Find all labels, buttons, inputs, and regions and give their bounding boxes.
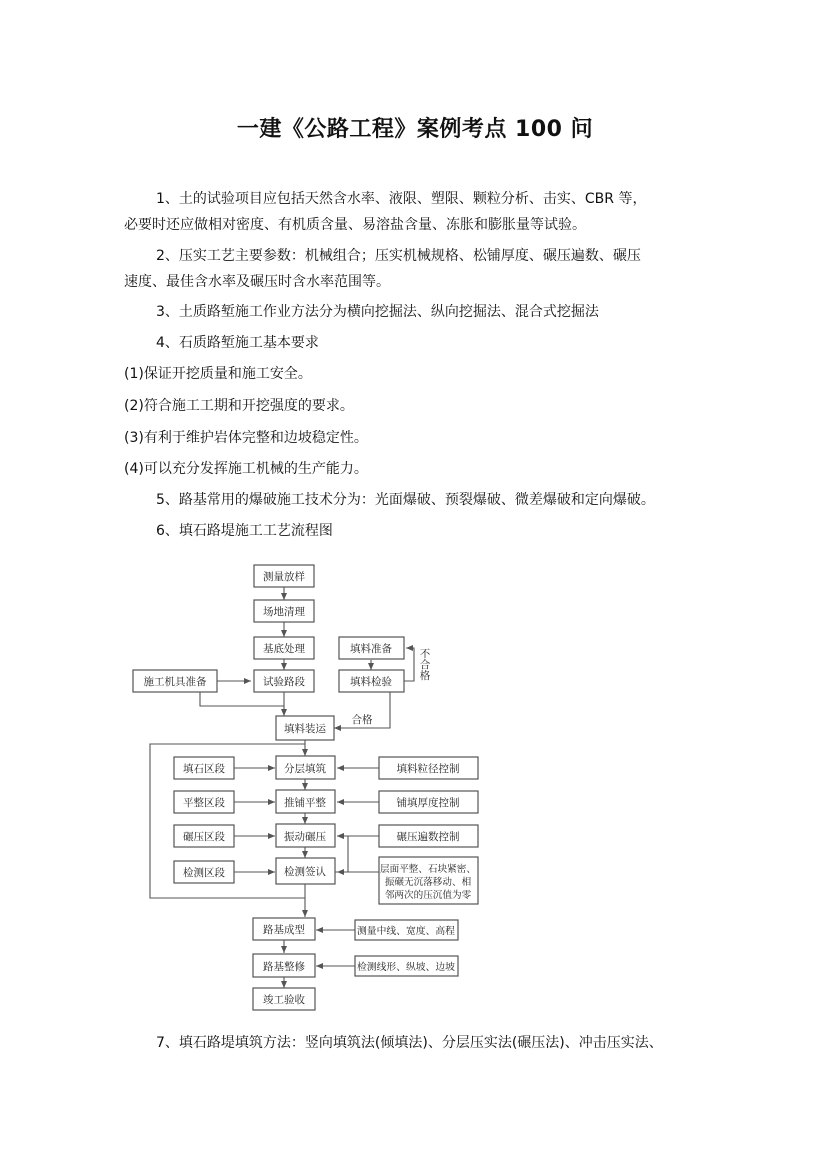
flow-layer-fill-label: 分层填筑 [284, 763, 326, 775]
flow-measure-label: 测量中线、宽度、高程 [357, 926, 455, 937]
flow-fill-prep-label: 填料准备 [350, 643, 392, 655]
flow-base [254, 637, 314, 659]
paragraph-2-line-1: 2、压实工艺主要参数：机械组合；压实机械规格、松铺厚度、碾压遍数、碾压 [156, 248, 641, 264]
flow-vib-roll-label: 振动碾压 [284, 831, 326, 843]
flow-zone-level [174, 791, 234, 813]
flow-criteria-line-2: 振碾无沉落移动、相 [384, 877, 472, 888]
item-6: 6、填石路堤施工工艺流程图 [156, 523, 333, 539]
flow-grain-control-label: 填料粒径控制 [396, 763, 460, 775]
flow-thickness-control [379, 791, 478, 813]
flow-fill-check [339, 670, 404, 692]
flow-criteria-line-1: 层面平整、石块紧密、 [380, 864, 476, 875]
flow-layer-fill [276, 756, 335, 779]
flow-acceptance [253, 988, 315, 1010]
flow-acceptance-label: 竣工验收 [263, 994, 305, 1006]
flow-equipment-label: 施工机具准备 [143, 676, 207, 688]
flow-transport [276, 716, 334, 740]
flow-zone-roll-label: 碾压区段 [183, 831, 225, 843]
flow-fill-prep [339, 637, 404, 659]
item-4-2: (2)符合施工工期和开挖强度的要求。 [124, 398, 354, 414]
page-title: 一建《公路工程》案例考点 100 问 [236, 117, 594, 142]
flow-fill-check-label: 填料检验 [350, 676, 392, 688]
flow-trimming [253, 954, 315, 977]
flow-survey [254, 565, 314, 587]
flow-vib-roll [276, 824, 335, 847]
flow-zone-level-label: 平整区段 [183, 797, 225, 809]
item-3: 3、土质路堑施工作业方法分为横向挖掘法、纵向挖掘法、混合式挖掘法 [156, 304, 599, 320]
item-5: 5、路基常用的爆破施工技术分为：光面爆破、预裂爆破、微差爆破和定向爆破。 [156, 492, 655, 508]
flow-equipment [133, 670, 217, 692]
flow-check-lines-label: 检测线形、纵坡、边坡 [357, 962, 455, 973]
item-4-3: (3)有利于维护岩体完整和边坡稳定性。 [124, 430, 368, 446]
flow-survey-label: 测量放样 [263, 571, 305, 583]
flow-zone-fill [174, 757, 234, 779]
flow-forming [253, 918, 315, 940]
item-7: 7、填石路堤填筑方法：竖向填筑法(倾填法)、分层压实法(碾压法)、冲击压实法、 [156, 1035, 663, 1051]
flow-check-lines [355, 956, 458, 976]
flow-fail-label-1: 不 [419, 648, 431, 660]
flow-measure [355, 920, 458, 940]
paragraph-1-line-2: 必要时还应做相对密度、有机质含量、易溶盐含量、冻胀和膨胀量等试验。 [124, 217, 586, 233]
flow-passes-control-label: 碾压遍数控制 [396, 831, 460, 843]
flow-base-label: 基底处理 [263, 643, 305, 655]
flow-grain-control [379, 757, 478, 779]
flow-criteria-line-3: 邻两次的压沉值为零 [384, 890, 472, 901]
flow-test-section [254, 670, 314, 692]
flow-spread-level [276, 790, 335, 813]
paragraph-1-line-1: 1、土的试验项目应包括天然含水率、液限、塑限、颗粒分析、击实、CBR 等， [156, 191, 647, 207]
flow-inspect-sign-label: 检测签认 [284, 866, 326, 878]
flow-spread-level-label: 推铺平整 [284, 797, 326, 809]
flow-fail-label-3: 格 [419, 670, 431, 682]
item-4-1: (1)保证开挖质量和施工安全。 [124, 366, 312, 382]
item-4: 4、石质路堑施工基本要求 [156, 335, 319, 351]
flow-pass-label: 合格 [351, 714, 373, 726]
flow-zone-inspect-label: 检测区段 [183, 867, 225, 879]
flow-thickness-control-label: 铺填厚度控制 [396, 797, 460, 809]
flow-zone-roll [174, 825, 234, 847]
flow-forming-label: 路基成型 [263, 924, 305, 936]
flow-zone-inspect [174, 861, 234, 883]
flow-clearing-label: 场地清理 [263, 606, 305, 618]
flow-transport-label: 填料装运 [284, 723, 326, 735]
flow-zone-fill-label: 填石区段 [183, 763, 225, 775]
flow-trimming-label: 路基整修 [263, 961, 305, 973]
flow-test-section-label: 试验路段 [263, 676, 305, 688]
flow-fail-label-2: 合 [419, 659, 431, 671]
paragraph-2-line-2: 速度、最佳含水率及碾压时含水率范围等。 [124, 274, 390, 290]
flow-passes-control [379, 825, 478, 847]
item-4-4: (4)可以充分发挥施工机械的生产能力。 [124, 461, 368, 477]
flow-inspect-sign [276, 858, 335, 884]
flow-criteria [379, 857, 478, 904]
flow-clearing [254, 600, 314, 622]
